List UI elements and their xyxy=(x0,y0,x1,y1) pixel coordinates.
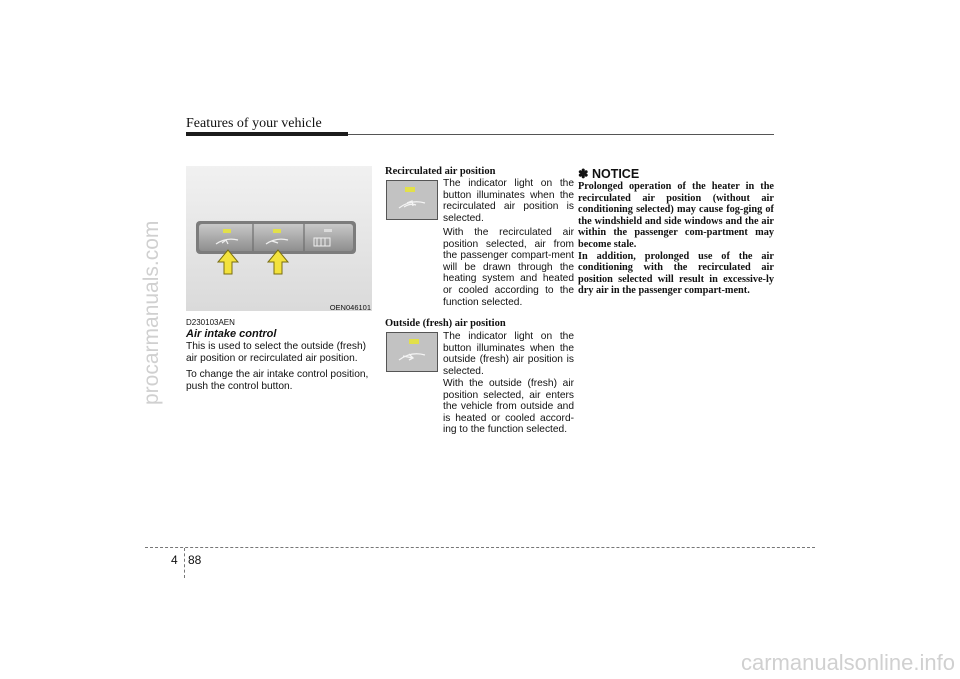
instruction-paragraph: To change the air intake control position, push the control button. xyxy=(186,369,369,393)
recirculate-button-figure xyxy=(386,180,438,220)
recirculated-indicator-text: The indicator light on the button illuminates when the recirculated air position is selected. xyxy=(443,178,574,224)
footer-divider xyxy=(184,548,185,578)
header-bar xyxy=(186,132,348,136)
fresh-air-heading: Outside (fresh) air position xyxy=(385,318,506,329)
indicator-light-icon xyxy=(223,229,231,233)
notice-heading: ✽ NOTICE xyxy=(578,167,640,181)
control-panel-photo xyxy=(186,166,372,311)
fresh-air-description: With the outside (fresh) air position selected, air enters the vehicle from outside and is heated or cooled accord-ing to the function selected. xyxy=(443,378,574,436)
section-title: Air intake control xyxy=(186,328,277,340)
chapter-number: 4 xyxy=(171,553,178,567)
fresh-air-button-figure xyxy=(386,332,438,372)
notice-body xyxy=(578,181,774,297)
fresh-air-indicator-text: The indicator light on the button illuminates when the outside (fresh) air position is selected. xyxy=(443,331,574,377)
notice-paragraph: In addition, prolonged use of the air conditioning with the recirculated air position selected will result in excessive-ly dry air in the passenger compart-ment. xyxy=(578,250,774,297)
page-number: 88 xyxy=(188,553,202,567)
figure-code: OEN046101 xyxy=(329,303,371,312)
recirculated-description: With the recirculated air position selected, air from the passenger compart-ment will be drawn through the heating system and heated or cooled according to the function selected. xyxy=(443,227,574,308)
recirculated-heading: Recirculated air position xyxy=(385,166,496,177)
control-panel-illustration xyxy=(186,166,372,311)
section-code: D230103AEN xyxy=(186,318,235,327)
indicator-light-icon xyxy=(409,339,419,344)
footer-rule xyxy=(145,547,815,548)
intro-paragraph: This is used to select the outside (fresh) air position or recirculated air position. xyxy=(186,341,367,365)
indicator-light-icon xyxy=(324,229,332,232)
watermark-bottom: carmanualsonline.info xyxy=(740,650,955,675)
watermark-side: procarmanuals.com xyxy=(140,220,163,405)
indicator-light-icon xyxy=(273,229,281,233)
header-rule xyxy=(348,134,774,135)
notice-paragraph: Prolonged operation of the heater in the recirculated air position (without air conditioning selected) may cause fog-ging of the windshield and side windows and the air within the passenger com-partment may become stale. xyxy=(578,181,774,250)
page-header-title: Features of your vehicle xyxy=(186,116,322,131)
indicator-light-icon xyxy=(405,187,415,192)
